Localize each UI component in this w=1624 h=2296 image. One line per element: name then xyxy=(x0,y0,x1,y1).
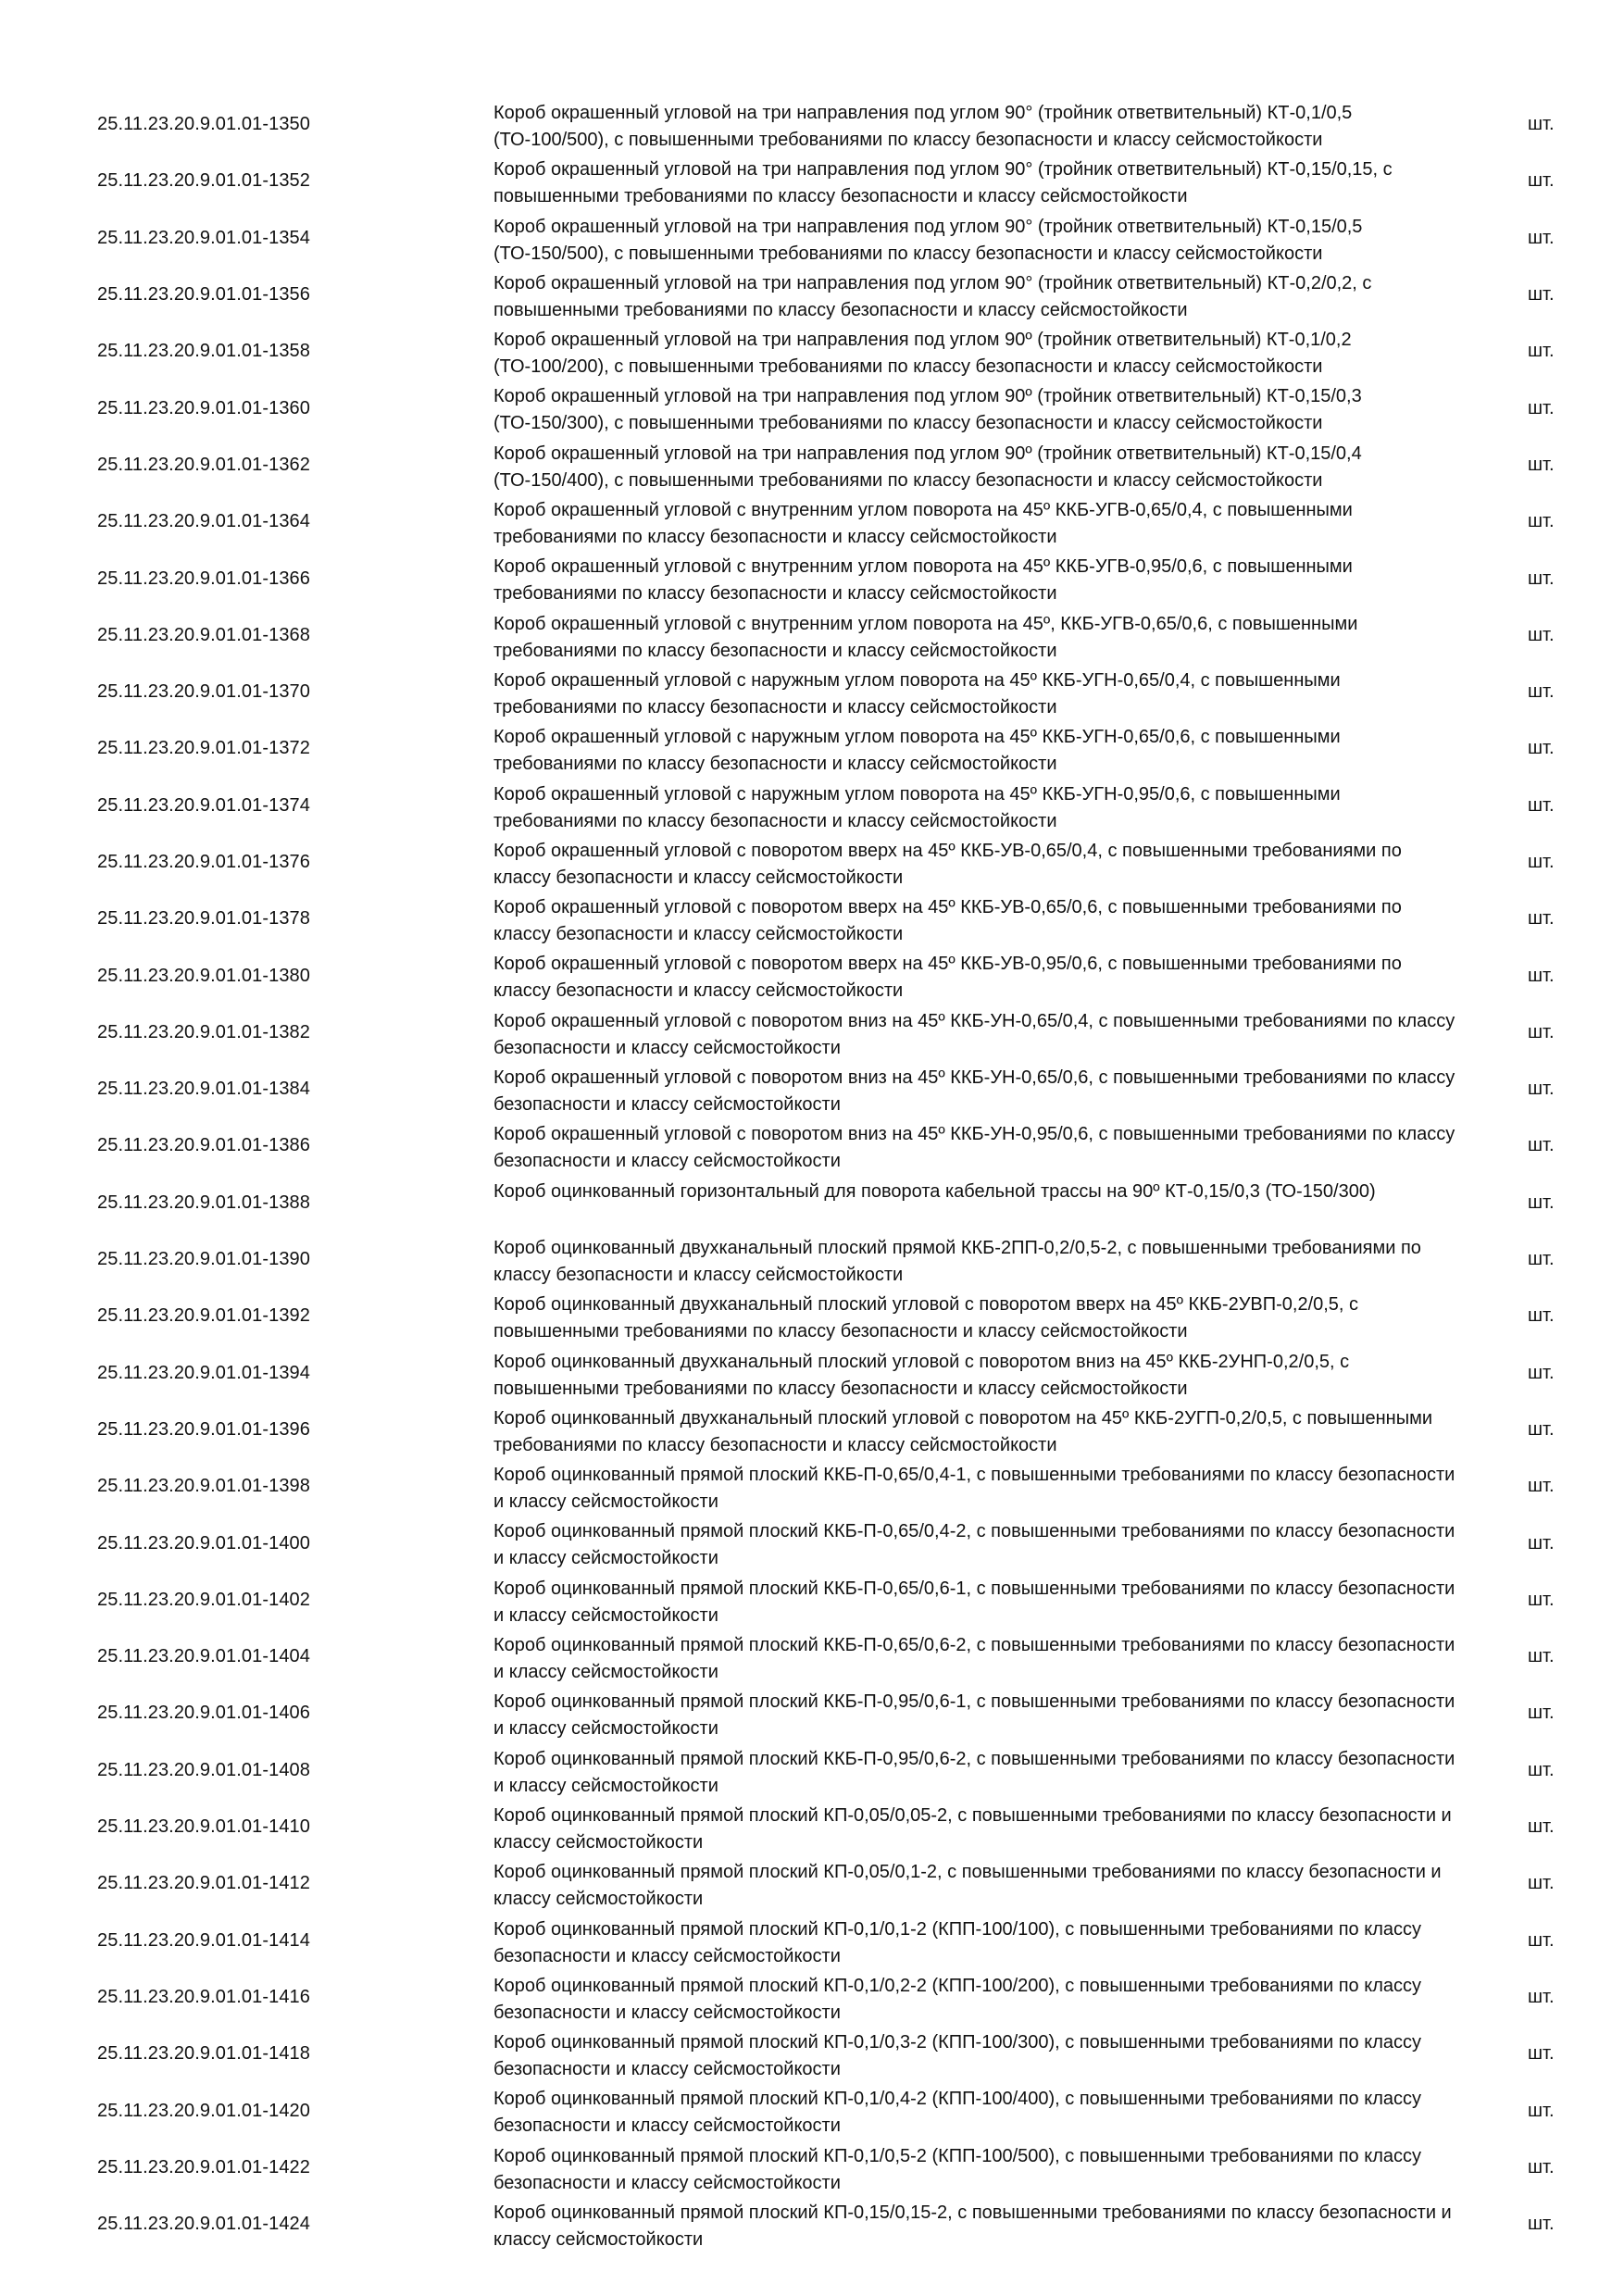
item-unit: шт. xyxy=(1528,908,1555,930)
table-row xyxy=(0,1345,1624,1402)
item-code: 25.11.23.20.9.01.01-1362 xyxy=(97,454,311,475)
item-description: Короб окрашенный угловой на три направления под углом 90° (тройник ответвительный) КТ-0,15/0,5 (ТО-150/500), с повышенными требованиями по классу безопасности и классу сейсмостойкости xyxy=(493,216,1363,264)
item-unit: шт. xyxy=(1528,1079,1555,1100)
table-row xyxy=(0,1969,1624,2026)
table-row xyxy=(0,1288,1624,1344)
item-code: 25.11.23.20.9.01.01-1390 xyxy=(97,1249,311,1270)
item-code: 25.11.23.20.9.01.01-1380 xyxy=(97,965,311,986)
item-code: 25.11.23.20.9.01.01-1394 xyxy=(97,1362,311,1383)
item-description: Короб окрашенный угловой с наружным углом поворота на 45º ККБ-УГН-0,95/0,6, с повышенными требованиями по классу безопасности и классу сейсмостойкости xyxy=(493,783,1341,831)
item-code: 25.11.23.20.9.01.01-1400 xyxy=(97,1532,311,1554)
item-unit: шт. xyxy=(1528,397,1555,418)
table-row xyxy=(0,550,1624,606)
item-unit: шт. xyxy=(1528,2100,1555,2121)
item-unit: шт. xyxy=(1528,1021,1555,1042)
item-code: 25.11.23.20.9.01.01-1406 xyxy=(97,1703,311,1724)
item-code: 25.11.23.20.9.01.01-1412 xyxy=(97,1873,311,1894)
item-description: Короб окрашенный угловой на три направления под углом 90º (тройник ответвительный) КТ-0,15/0,3 (ТО-150/300), с повышенными требованиями по классу безопасности и классу сейсмостойкости xyxy=(493,386,1362,434)
table-row xyxy=(0,720,1624,777)
table-row xyxy=(0,664,1624,720)
table-row xyxy=(0,380,1624,436)
item-unit: шт. xyxy=(1528,1192,1555,1213)
item-description: Короб оцинкованный прямой плоский ККБ-П-0,65/0,6-1, с повышенными требованиями по классу безопасности и классу сейсмостойкости xyxy=(493,1578,1455,1626)
table-row xyxy=(0,1117,1624,1174)
item-unit: шт. xyxy=(1528,852,1555,872)
item-code: 25.11.23.20.9.01.01-1350 xyxy=(97,114,311,135)
item-unit: шт. xyxy=(1528,454,1555,475)
table-row xyxy=(0,834,1624,891)
item-code: 25.11.23.20.9.01.01-1366 xyxy=(97,568,311,589)
item-description: Короб окрашенный угловой на три направления под углом 90° (тройник ответвительный) КТ-0,2/0,2, с повышенными требованиями по классу безопасности и классу сейсмостойкости xyxy=(493,272,1372,320)
item-unit: шт. xyxy=(1528,1703,1555,1724)
price-list-table xyxy=(0,96,1624,2252)
table-row xyxy=(0,2082,1624,2139)
item-unit: шт. xyxy=(1528,511,1555,532)
item-code: 25.11.23.20.9.01.01-1358 xyxy=(97,341,311,362)
item-code: 25.11.23.20.9.01.01-1374 xyxy=(97,794,311,816)
table-row xyxy=(0,947,1624,1004)
item-description: Короб оцинкованный прямой плоский КП-0,1/0,4-2 (КПП-100/400), с повышенными требованиями по классу безопасности и классу сейсмостойкости xyxy=(493,2089,1421,2137)
item-description: Короб окрашенный угловой с поворотом вниз на 45º ККБ-УН-0,65/0,4, с повышенными требованиями по классу безопасности и классу сейсмостойкости xyxy=(493,1010,1455,1058)
item-code: 25.11.23.20.9.01.01-1382 xyxy=(97,1021,311,1042)
item-unit: шт. xyxy=(1528,1589,1555,1610)
item-code: 25.11.23.20.9.01.01-1424 xyxy=(97,2214,311,2235)
table-row xyxy=(0,891,1624,947)
item-description: Короб окрашенный угловой с поворотом вверх на 45º ККБ-УВ-0,65/0,4, с повышенными требованиями по классу безопасности и классу сейсмостойкости xyxy=(493,840,1402,888)
item-code: 25.11.23.20.9.01.01-1352 xyxy=(97,170,311,192)
item-unit: шт. xyxy=(1528,284,1555,306)
item-unit: шт. xyxy=(1528,1305,1555,1327)
item-description: Короб оцинкованный прямой плоский ККБ-П-0,65/0,4-2, с повышенными требованиями по классу безопасности и классу сейсмостойкости xyxy=(493,1521,1455,1569)
table-row xyxy=(0,1515,1624,1571)
table-row xyxy=(0,437,1624,493)
item-code: 25.11.23.20.9.01.01-1410 xyxy=(97,1816,311,1838)
item-code: 25.11.23.20.9.01.01-1388 xyxy=(97,1192,311,1213)
item-unit: шт. xyxy=(1528,2043,1555,2065)
item-description: Короб оцинкованный прямой плоский ККБ-П-0,65/0,6-2, с повышенными требованиями по классу безопасности и классу сейсмостойкости xyxy=(493,1635,1455,1683)
item-code: 25.11.23.20.9.01.01-1420 xyxy=(97,2100,311,2121)
item-code: 25.11.23.20.9.01.01-1354 xyxy=(97,227,311,248)
item-unit: шт. xyxy=(1528,114,1555,135)
item-unit: шт. xyxy=(1528,794,1555,816)
item-description: Короб оцинкованный прямой плоский ККБ-П-0,65/0,4-1, с повышенными требованиями по классу безопасности и классу сейсмостойкости xyxy=(493,1465,1455,1513)
item-unit: шт. xyxy=(1528,1873,1555,1894)
item-description: Короб окрашенный угловой с внутренним углом поворота на 45º, ККБ-УГВ-0,65/0,6, с повышенными требованиями по классу безопасности и классу сейсмостойкости xyxy=(493,613,1358,661)
item-code: 25.11.23.20.9.01.01-1396 xyxy=(97,1418,311,1440)
table-row xyxy=(0,323,1624,380)
item-code: 25.11.23.20.9.01.01-1372 xyxy=(97,738,311,759)
item-description: Короб оцинкованный прямой плоский КП-0,05/0,1-2, с повышенными требованиями по классу безопасности и классу сейсмостойкости xyxy=(493,1862,1442,1910)
item-description: Короб оцинкованный прямой плоский КП-0,15/0,15-2, с повышенными требованиями по классу безопасности и классу сейсмостойкости xyxy=(493,2202,1452,2250)
item-code: 25.11.23.20.9.01.01-1404 xyxy=(97,1646,311,1667)
item-unit: шт. xyxy=(1528,624,1555,645)
item-unit: шт. xyxy=(1528,738,1555,759)
item-code: 25.11.23.20.9.01.01-1386 xyxy=(97,1135,311,1156)
table-row xyxy=(0,2196,1624,2252)
table-row xyxy=(0,1004,1624,1061)
item-description: Короб окрашенный угловой на три направления под углом 90º (тройник ответвительный) КТ-0,1/0,2 (ТО-100/200), с повышенными требованиями по классу безопасности и классу сейсмостойкости xyxy=(493,330,1352,378)
item-unit: шт. xyxy=(1528,227,1555,248)
item-code: 25.11.23.20.9.01.01-1384 xyxy=(97,1079,311,1100)
item-description: Короб оцинкованный прямой плоский КП-0,1/0,1-2 (КПП-100/100), с повышенными требованиями по классу безопасности и классу сейсмостойкости xyxy=(493,1918,1421,1966)
item-description: Короб оцинкованный прямой плоский КП-0,1/0,2-2 (КПП-100/200), с повышенными требованиями по классу безопасности и классу сейсмостойкости xyxy=(493,1975,1421,2023)
item-description: Короб оцинкованный двухканальный плоский угловой с поворотом вверх на 45º ККБ-2УВП-0,2/0,5, с повышенными требованиями по классу безопасности и классу сейсмостойкости xyxy=(493,1294,1359,1342)
item-description: Короб окрашенный угловой с наружным углом поворота на 45º ККБ-УГН-0,65/0,6, с повышенными требованиями по классу безопасности и классу сейсмостойкости xyxy=(493,727,1341,775)
item-code: 25.11.23.20.9.01.01-1376 xyxy=(97,852,311,872)
item-code: 25.11.23.20.9.01.01-1422 xyxy=(97,2156,311,2177)
item-description: Короб оцинкованный двухканальный плоский угловой с поворотом вниз на 45º ККБ-2УНП-0,2/0,5, с повышенными требованиями по классу безопасности и классу сейсмостойкости xyxy=(493,1351,1350,1399)
table-row xyxy=(0,1913,1624,1969)
item-description: Короб оцинкованный прямой плоский КП-0,05/0,05-2, с повышенными требованиями по классу безопасности и классу сейсмостойкости xyxy=(493,1804,1452,1853)
item-unit: шт. xyxy=(1528,965,1555,986)
item-unit: шт. xyxy=(1528,568,1555,589)
table-row xyxy=(0,1685,1624,1741)
item-description: Короб окрашенный угловой с поворотом вниз на 45º ККБ-УН-0,95/0,6, с повышенными требованиями по классу безопасности и классу сейсмостойкости xyxy=(493,1124,1455,1172)
table-row xyxy=(0,2026,1624,2082)
item-unit: шт. xyxy=(1528,1362,1555,1383)
table-row xyxy=(0,1572,1624,1628)
item-code: 25.11.23.20.9.01.01-1392 xyxy=(97,1305,311,1327)
table-row xyxy=(0,778,1624,834)
item-code: 25.11.23.20.9.01.01-1402 xyxy=(97,1589,311,1610)
table-row xyxy=(0,1742,1624,1799)
table-row xyxy=(0,96,1624,153)
item-code: 25.11.23.20.9.01.01-1368 xyxy=(97,624,311,645)
item-description: Короб окрашенный угловой с поворотом вверх на 45º ККБ-УВ-0,95/0,6, с повышенными требованиями по классу безопасности и классу сейсмостойкости xyxy=(493,954,1402,1002)
item-unit: шт. xyxy=(1528,1135,1555,1156)
item-code: 25.11.23.20.9.01.01-1370 xyxy=(97,681,311,703)
item-description: Короб оцинкованный двухканальный плоский угловой с поворотом на 45º ККБ-2УГП-0,2/0,5, с повышенными требованиями по классу безопасности и классу сейсмостойкости xyxy=(493,1407,1432,1455)
table-row xyxy=(0,210,1624,267)
item-description: Короб оцинкованный горизонтальный для поворота кабельной трассы на 90º КТ-0,15/0,3 (ТО-150/300) xyxy=(493,1180,1376,1202)
item-unit: шт. xyxy=(1528,2156,1555,2177)
item-description: Короб окрашенный угловой на три направления под углом 90° (тройник ответвительный) КТ-0,15/0,15, с повышенными требованиями по классу безопасности и классу сейсмостойкости xyxy=(493,159,1393,207)
item-unit: шт. xyxy=(1528,170,1555,192)
item-code: 25.11.23.20.9.01.01-1356 xyxy=(97,284,311,306)
table-row xyxy=(0,607,1624,664)
item-code: 25.11.23.20.9.01.01-1414 xyxy=(97,1929,311,1951)
table-row xyxy=(0,1799,1624,1855)
item-unit: шт. xyxy=(1528,1532,1555,1554)
item-description: Короб оцинкованный двухканальный плоский прямой ККБ-2ПП-0,2/0,5-2, с повышенными требованиями по классу безопасности и классу сейсмостойкости xyxy=(493,1237,1421,1285)
item-code: 25.11.23.20.9.01.01-1398 xyxy=(97,1476,311,1497)
item-code: 25.11.23.20.9.01.01-1418 xyxy=(97,2043,311,2065)
item-description: Короб окрашенный угловой с наружным углом поворота на 45º ККБ-УГН-0,65/0,4, с повышенными требованиями по классу безопасности и классу сейсмостойкости xyxy=(493,669,1341,718)
item-description: Короб окрашенный угловой с поворотом вниз на 45º ККБ-УН-0,65/0,6, с повышенными требованиями по классу безопасности и классу сейсмостойкости xyxy=(493,1067,1455,1116)
table-row xyxy=(0,1402,1624,1458)
table-row xyxy=(0,267,1624,323)
item-description: Короб оцинкованный прямой плоский КП-0,1/0,5-2 (КПП-100/500), с повышенными требованиями по классу безопасности и классу сейсмостойкости xyxy=(493,2145,1421,2193)
item-unit: шт. xyxy=(1528,2214,1555,2235)
table-row xyxy=(0,1628,1624,1685)
item-unit: шт. xyxy=(1528,1929,1555,1951)
table-row xyxy=(0,1175,1624,1231)
item-unit: шт. xyxy=(1528,1418,1555,1440)
item-description: Короб оцинкованный прямой плоский ККБ-П-0,95/0,6-1, с повышенными требованиями по классу безопасности и классу сейсмостойкости xyxy=(493,1691,1455,1740)
item-code: 25.11.23.20.9.01.01-1378 xyxy=(97,908,311,930)
item-description: Короб оцинкованный прямой плоский КП-0,1/0,3-2 (КПП-100/300), с повышенными требованиями по классу безопасности и классу сейсмостойкости xyxy=(493,2032,1421,2080)
item-code: 25.11.23.20.9.01.01-1416 xyxy=(97,1986,311,2007)
item-description: Короб окрашенный угловой на три направления под углом 90° (тройник ответвительный) КТ-0,1/0,5 (ТО-100/500), с повышенными требованиями по классу безопасности и классу сейсмостойкости xyxy=(493,103,1353,150)
item-unit: шт. xyxy=(1528,1249,1555,1270)
table-row xyxy=(0,1231,1624,1288)
item-description: Короб окрашенный угловой с внутренним углом поворота на 45º ККБ-УГВ-0,95/0,6, с повышенными требованиями по классу безопасности и классу сейсмостойкости xyxy=(493,556,1353,605)
item-code: 25.11.23.20.9.01.01-1364 xyxy=(97,511,311,532)
table-row xyxy=(0,493,1624,550)
table-row xyxy=(0,1061,1624,1117)
item-code: 25.11.23.20.9.01.01-1408 xyxy=(97,1759,311,1780)
item-description: Короб окрашенный угловой на три направления под углом 90º (тройник ответвительный) КТ-0,15/0,4 (ТО-150/400), с повышенными требованиями по классу безопасности и классу сейсмостойкости xyxy=(493,443,1362,491)
table-row xyxy=(0,153,1624,209)
table-row xyxy=(0,1855,1624,1912)
table-row xyxy=(0,1458,1624,1515)
item-description: Короб окрашенный угловой с внутренним углом поворота на 45º ККБ-УГВ-0,65/0,4, с повышенными требованиями по классу безопасности и классу сейсмостойкости xyxy=(493,500,1353,548)
item-description: Короб оцинкованный прямой плоский ККБ-П-0,95/0,6-2, с повышенными требованиями по классу безопасности и классу сейсмостойкости xyxy=(493,1748,1455,1796)
item-unit: шт. xyxy=(1528,341,1555,362)
item-unit: шт. xyxy=(1528,1986,1555,2007)
table-row xyxy=(0,2140,1624,2196)
item-unit: шт. xyxy=(1528,1759,1555,1780)
item-unit: шт. xyxy=(1528,681,1555,703)
item-unit: шт. xyxy=(1528,1476,1555,1497)
item-code: 25.11.23.20.9.01.01-1360 xyxy=(97,397,311,418)
item-description: Короб окрашенный угловой с поворотом вверх на 45º ККБ-УВ-0,65/0,6, с повышенными требованиями по классу безопасности и классу сейсмостойкости xyxy=(493,897,1402,945)
item-unit: шт. xyxy=(1528,1646,1555,1667)
item-unit: шт. xyxy=(1528,1816,1555,1838)
